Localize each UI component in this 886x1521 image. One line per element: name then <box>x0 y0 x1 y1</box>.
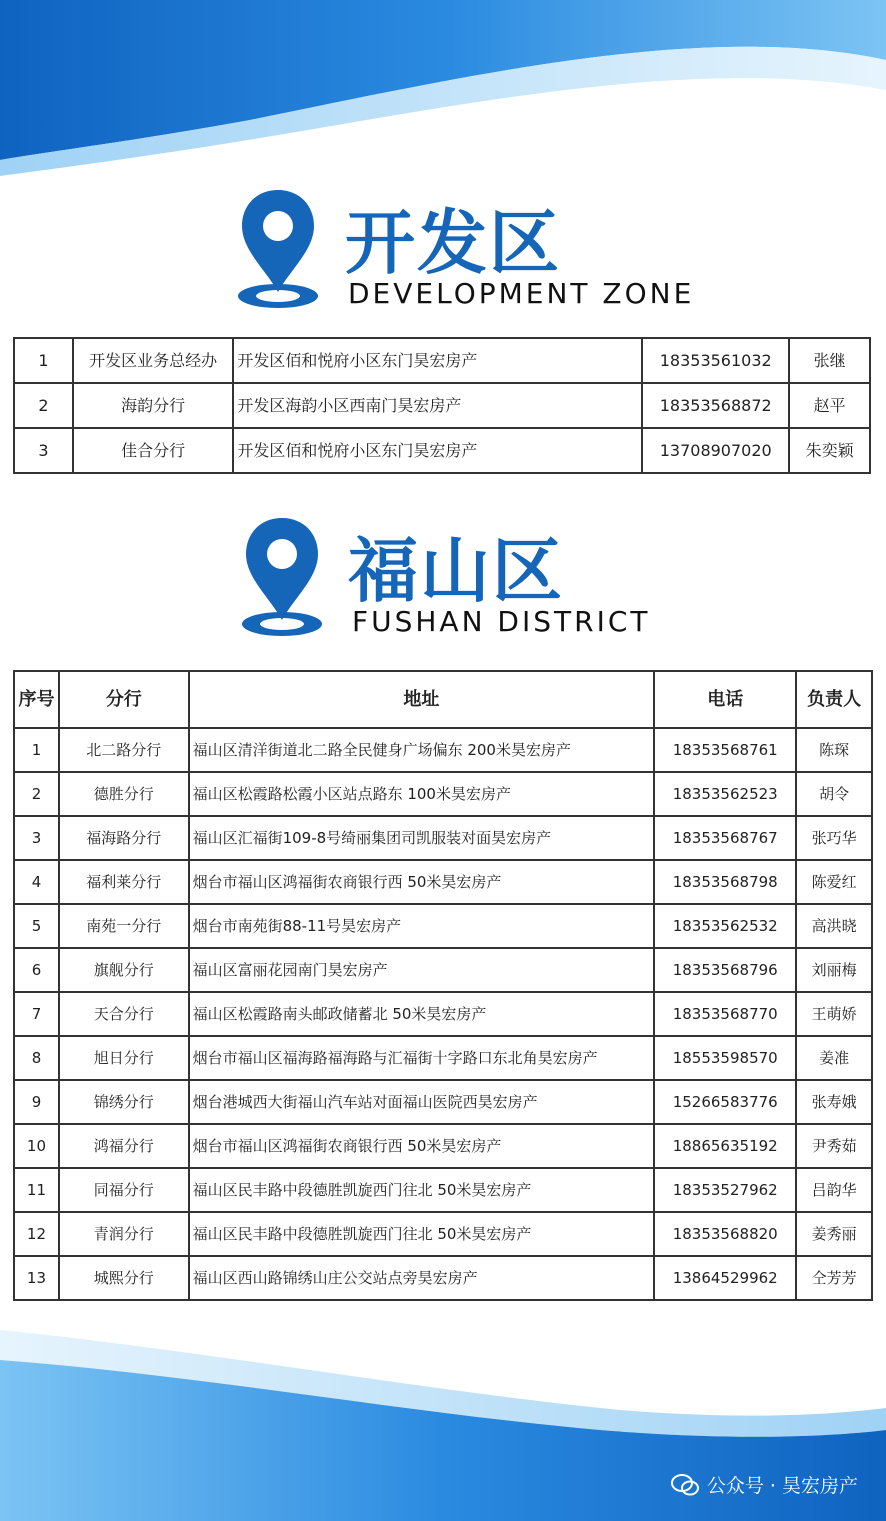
dev-zone-table <box>13 337 871 474</box>
row-number: 3 <box>14 428 73 473</box>
table-row <box>14 1080 872 1124</box>
table-row <box>14 992 872 1036</box>
row-number: 11 <box>14 1168 59 1212</box>
table-row <box>14 904 872 948</box>
branch-phone: 18353568761 <box>654 728 796 772</box>
branch-address: 开发区佰和悦府小区东门昊宏房产 <box>233 428 642 473</box>
watermark-text: 公众号 · 昊宏房产 <box>706 1475 858 1497</box>
branch-phone: 18353568796 <box>654 948 796 992</box>
row-number: 12 <box>14 1212 59 1256</box>
branch-address: 烟台市福山区鸿福街农商银行西 50米昊宏房产 <box>189 860 655 904</box>
watermark <box>671 1471 858 1498</box>
table-row <box>14 728 872 772</box>
branch-person: 刘丽梅 <box>796 948 872 992</box>
fushan-heading <box>0 513 886 643</box>
branch-person: 陈琛 <box>796 728 872 772</box>
row-number: 8 <box>14 1036 59 1080</box>
row-number: 1 <box>14 728 59 772</box>
header-branch: 分行 <box>59 671 189 728</box>
branch-address: 烟台市福山区福海路福海路与汇福街十字路口东北角昊宏房产 <box>189 1036 655 1080</box>
branch-name: 城熙分行 <box>59 1256 189 1300</box>
branch-person: 高洪晓 <box>796 904 872 948</box>
fushan-table <box>13 670 873 1301</box>
header-phone: 电话 <box>654 671 796 728</box>
branch-person: 赵平 <box>789 383 870 428</box>
branch-name: 青润分行 <box>59 1212 189 1256</box>
branch-phone: 18353562532 <box>654 904 796 948</box>
wechat-icon <box>671 1474 699 1496</box>
branch-name: 锦绣分行 <box>59 1080 189 1124</box>
branch-phone: 18353568770 <box>654 992 796 1036</box>
branch-address: 福山区清洋街道北二路全民健身广场偏东 200米昊宏房产 <box>189 728 655 772</box>
branch-person: 尹秀茹 <box>796 1124 872 1168</box>
branch-name: 同福分行 <box>59 1168 189 1212</box>
branch-phone: 15266583776 <box>654 1080 796 1124</box>
branch-name: 南苑一分行 <box>59 904 189 948</box>
table-row <box>14 338 870 383</box>
branch-address: 烟台港城西大街福山汽车站对面福山医院西昊宏房产 <box>189 1080 655 1124</box>
branch-address: 福山区松霞路松霞小区站点路东 100米昊宏房产 <box>189 772 655 816</box>
branch-phone: 18353568767 <box>654 816 796 860</box>
row-number: 7 <box>14 992 59 1036</box>
branch-name: 开发区业务总经办 <box>73 338 234 383</box>
fushan-title-cn: 福山区 <box>348 530 564 612</box>
table-row <box>14 860 872 904</box>
table-row <box>14 1168 872 1212</box>
row-number: 5 <box>14 904 59 948</box>
header-person: 负责人 <box>796 671 872 728</box>
table-row <box>14 1256 872 1300</box>
row-number: 9 <box>14 1080 59 1124</box>
branch-address: 烟台市南苑街88-11号昊宏房产 <box>189 904 655 948</box>
branch-address: 福山区富丽花园南门昊宏房产 <box>189 948 655 992</box>
branch-name: 旭日分行 <box>59 1036 189 1080</box>
branch-person: 仝芳芳 <box>796 1256 872 1300</box>
branch-phone: 18353568820 <box>654 1212 796 1256</box>
table-row <box>14 772 872 816</box>
branch-name: 福利莱分行 <box>59 860 189 904</box>
row-number: 13 <box>14 1256 59 1300</box>
row-number: 2 <box>14 383 73 428</box>
header-address: 地址 <box>189 671 655 728</box>
branch-address: 烟台市福山区鸿福街农商银行西 50米昊宏房产 <box>189 1124 655 1168</box>
table-row <box>14 428 870 473</box>
branch-name: 德胜分行 <box>59 772 189 816</box>
branch-name: 北二路分行 <box>59 728 189 772</box>
branch-name: 佳合分行 <box>73 428 234 473</box>
table-header-row <box>14 671 872 728</box>
location-pin-icon <box>236 188 320 310</box>
top-wave-decoration <box>0 0 886 190</box>
location-pin-icon <box>240 516 324 638</box>
branch-phone: 18353568872 <box>642 383 789 428</box>
branch-address: 福山区松霞路南头邮政储蓄北 50米昊宏房产 <box>189 992 655 1036</box>
row-number: 1 <box>14 338 73 383</box>
branch-address: 福山区西山路锦绣山庄公交站点旁昊宏房产 <box>189 1256 655 1300</box>
branch-person: 张巧华 <box>796 816 872 860</box>
table-row <box>14 948 872 992</box>
row-number: 4 <box>14 860 59 904</box>
dev-zone-title-cn: 开发区 <box>345 202 561 284</box>
branch-person: 王萌娇 <box>796 992 872 1036</box>
branch-name: 天合分行 <box>59 992 189 1036</box>
branch-person: 姜准 <box>796 1036 872 1080</box>
branch-phone: 13708907020 <box>642 428 789 473</box>
branch-phone: 18353527962 <box>654 1168 796 1212</box>
branch-person: 胡令 <box>796 772 872 816</box>
row-number: 10 <box>14 1124 59 1168</box>
branch-person: 吕韵华 <box>796 1168 872 1212</box>
dev-zone-title-en: DEVELOPMENT ZONE <box>348 277 695 310</box>
row-number: 3 <box>14 816 59 860</box>
branch-person: 朱奕颖 <box>789 428 870 473</box>
branch-address: 开发区海韵小区西南门昊宏房产 <box>233 383 642 428</box>
table-row <box>14 1036 872 1080</box>
branch-person: 陈爱红 <box>796 860 872 904</box>
branch-address: 福山区民丰路中段德胜凯旋西门往北 50米昊宏房产 <box>189 1168 655 1212</box>
branch-address: 福山区民丰路中段德胜凯旋西门往北 50米昊宏房产 <box>189 1212 655 1256</box>
dev-zone-heading <box>0 185 886 315</box>
table-row <box>14 1124 872 1168</box>
row-number: 2 <box>14 772 59 816</box>
branch-person: 姜秀丽 <box>796 1212 872 1256</box>
table-row <box>14 383 870 428</box>
branch-name: 鸿福分行 <box>59 1124 189 1168</box>
branch-person: 张寿娥 <box>796 1080 872 1124</box>
branch-phone: 18353568798 <box>654 860 796 904</box>
branch-name: 福海路分行 <box>59 816 189 860</box>
branch-address: 开发区佰和悦府小区东门昊宏房产 <box>233 338 642 383</box>
row-number: 6 <box>14 948 59 992</box>
branch-name: 海韵分行 <box>73 383 234 428</box>
branch-phone: 13864529962 <box>654 1256 796 1300</box>
table-row <box>14 1212 872 1256</box>
branch-name: 旗舰分行 <box>59 948 189 992</box>
header-no: 序号 <box>14 671 59 728</box>
branch-phone: 18553598570 <box>654 1036 796 1080</box>
branch-phone: 18353562523 <box>654 772 796 816</box>
table-row <box>14 816 872 860</box>
branch-phone: 18865635192 <box>654 1124 796 1168</box>
fushan-title-en: FUSHAN DISTRICT <box>352 605 651 638</box>
branch-person: 张继 <box>789 338 870 383</box>
branch-phone: 18353561032 <box>642 338 789 383</box>
branch-address: 福山区汇福街109-8号绮丽集团司凯服装对面昊宏房产 <box>189 816 655 860</box>
